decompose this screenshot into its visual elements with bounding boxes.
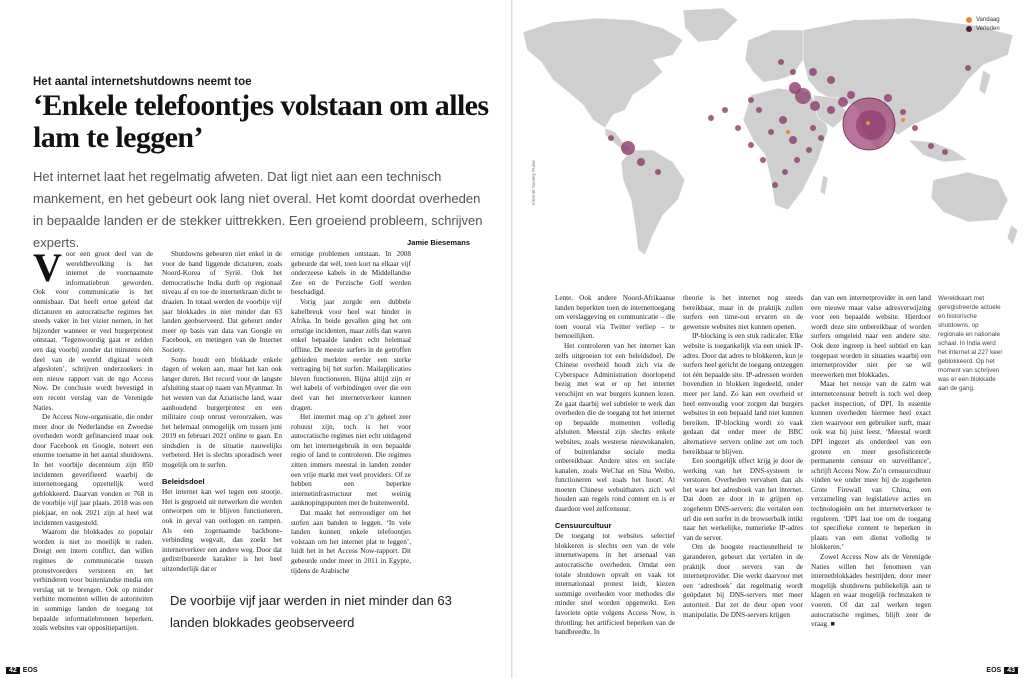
pull-quote: De voorbije vijf jaar werden in niet minder dan 63 landen blokkades geobserveerd: [170, 593, 452, 630]
shutdown-marker: [838, 97, 848, 107]
japan: [979, 70, 991, 95]
section-heading: Censuurcultuur: [555, 520, 612, 530]
world-map: [513, 0, 1024, 265]
shutdown-marker: [942, 149, 948, 155]
legend-item: [966, 26, 1000, 32]
map-legend: [966, 17, 1000, 35]
shutdown-marker: [748, 142, 754, 148]
current-shutdown-marker: [866, 121, 870, 125]
paragraph: Om de hoogste reactiesnelheid te garanderen, gebeurt dat vertalen in de praktijk door servers van de internetprovider. Die werkt daarvoor met een ‘adresboek’ dat regelmatig wordt geüpdatet bij DNS-servers met meer autoriteit. Dat zet de deur open voor manipulatie. De DNS-servers krijgen: [683, 543, 803, 619]
legend-label: Vandaag: [976, 17, 1000, 23]
shutdown-marker: [965, 65, 971, 71]
page-folio: [6, 667, 38, 674]
shutdown-marker: [779, 116, 787, 124]
shutdown-marker: [621, 141, 635, 155]
paragraph: De Access Now-organisatie, die onder meer door de Nederlandse en Zweedse overheden wordt gefinancierd maar ook door Facebook en Google, noteert een enorme toename in het aantal shutdowns. In het voorbije decennium zijn 850 incidenten geverifieerd waarbij de internettoegang opzettelijk werd geblokkeerd. Daarvan vonden er 768 in de voorbije vijf jaar plaats. 2018 was een piekjaar, en ook 2021 zijn al heel wat incidenten vastgesteld.: [33, 413, 153, 527]
shutdown-marker: [760, 157, 766, 163]
current-shutdown-marker: [786, 130, 790, 134]
shutdown-marker: [795, 88, 811, 104]
shutdown-marker: [900, 109, 906, 115]
magazine-name: EOS: [22, 667, 38, 674]
kicker: Het aantal internetshutdowns neemt toe: [33, 76, 252, 88]
headline: ‘Enkele telefoontjes volstaan om alles lam te leggen’: [33, 89, 489, 154]
legend-item: [966, 17, 1000, 23]
shutdown-marker: [782, 169, 788, 175]
shutdown-marker: [794, 157, 800, 163]
australia: [931, 172, 1008, 222]
page-folio: [986, 667, 1018, 674]
paragraph: Het controleren van het internet kan zelfs uitgroeien tot een beleidsdoel. De Chinese overheid houdt zich via de Cyberspace Administration doorlopend bezig met wat er op het internet verschijnt en wat burgers kunnen lezen. Ze gaat daarbij wel subtieler te werk dan overheden die de toegang tot het internet op bepaalde momenten volledig afsluiten. Meestal zijn slechts enkele websites, zoals westerse nieuwskanalen, of buitenlandse sociale media onbereikbaar. Andere sites en sociale kanalen, zoals WeChat en Sina Weibo, functioneren wel zoals het hoort. Al moeten Chinese webuitbaters zich wel houden aan regels rond content en is er daardoor veel zelfcensuur.: [555, 341, 675, 514]
paragraph: Het internet mag op z’n geheel zeer robuust zijn, toch is het voor autocratische regimes niet echt uitdagend om het internetgebruik in een bepaalde regio of land te controleren. Die regimes zitten immers meestal in landen zonder een vrije markt met veel providers. Of ze hebben een beperkte internetinfrastructuur met weinig aanknopingspunten met de buitenwereld.: [291, 413, 411, 508]
southeast-asia-islands: [908, 140, 968, 162]
north-america: [523, 18, 683, 128]
shutdown-marker: [637, 158, 645, 166]
shutdown-marker: [818, 135, 824, 141]
shutdown-marker: [912, 125, 918, 131]
shutdown-marker: [778, 59, 784, 65]
paragraph: Het internet kan wel tegen een stootje. Het is gegroeid uit netwerken die werden ontworpen om te blijven functioneren, ook in geval van oorlogen en rampen. Als een zogenaamde backbone-verbinding wegvalt, dan zoekt het internetverkeer een andere weg. Door dat gedistribueerde karakter is het heel uitzonderlijk dat er: [162, 488, 282, 573]
paragraph: Lente. Ook andere Noord-Afrikaanse landen beperkten toen de internettoegang om verslaggeving en communicatie – die toen vooral via Twitter verliep – te bemoeilijken.: [555, 294, 675, 341]
article-column-2: [162, 250, 282, 580]
image-credit: Internet Society Pulse: [531, 160, 536, 205]
paragraph: Dat maakt het eenvoudiger om het surfen aan banden te leggen. ‘In vele landen kunnen enkele telefoontjes volstaan om het internet plat te leggen’, luidt het in het Access Now-rapport. Dit gebeurde onder meer in 2011 in Egypte, tijdens de Arabische: [291, 509, 411, 575]
paragraph: Waarom die blokkades zo populair worden is niet zo moeilijk te raden. Dreigt een intern conflict, dan willen regimes de communicatie tussen protestvoerders verstoren en het verhinderen voor buitenlandse media om verslag uit te brengen. Ook op minder verhitte momenten willen de autoriteiten in sommige landen de toegang tot bepaalde informatiebronnen beperken, zoals websites van oppositiepartijen.: [33, 528, 153, 633]
page-number: 42: [6, 667, 20, 674]
left-page: [0, 0, 511, 678]
paragraph: Vorig jaar zorgde een dubbele kabelbreuk voor heel wat hinder in Afrika. In beide gevallen ging het om ernstige incidenten, maar zelfs dan waren enkel bepaalde landen echt helemaal offline. De meeste surfers in de getroffen gebieden merkten eerder een sterke vertraging bij het surfen. Mailapplicaties bleven functioneren. Bijna altijd zijn er wel kabels of verbindingen over die een deel van het internetverkeer kunnen dragen.: [291, 297, 411, 412]
shutdown-marker: [809, 68, 817, 76]
shutdown-marker: [827, 106, 835, 114]
paragraph: oor een groot deel van de wereldbevolking is het internet de voornaamste informatiebron geworden. Ook voor communicatie is het onmisbaar. Dat heeft ertoe geleid dat dictaturen en autocratische regimes het steeds vaker in het vizier nemen, in het bijzonder wanneer er veel burgerprotest ontstaat. ‘Tegenwoordig gaat er zelden een dag voorbij zonder dat minstens één deel van de wereld digitaal wordt afgesloten’, schrijven onderzoekers in een nieuw rapport van de ngo Access Now. De conclusie wordt bevestigd in een recent verslag van de Verenigde Naties.: [33, 250, 153, 412]
section-heading: Beleidsdoel: [162, 476, 205, 486]
paragraph: Maar het neusje van de zalm wat internetcensuur betreft is toch wel deep packet inspection, of DPI. In essentie kunnen overheden hiermee heel exact zien waarvoor een gebruiker surft, maar ook wat hij juist leest. ‘Meestal wordt DPI ingezet als onderdeel van een grotere en meer gesofisticeerde permanente censuur en surveillance’, schrijft Access Now. Zo’n censuurcultuur vinden we onder meer bij de zogeheten Grote Firewall van China, een verzameling van legislatieve acties en technologieën om het internetverkeer te reguleren. ‘DPI laat toe om de toegang tot specifieke content te beperken in plaats van een dienst volledig te blokkeren.’: [811, 380, 931, 552]
lead-paragraph: Het internet laat het regelmatig afweten. Dat ligt niet aan een technisch mankement, en het gebeurt ook lang niet overal. Het komt doordat overheden in bepaalde landen er de stekker uittrekken. Een groeiend probleem, schrijven experts.: [33, 169, 483, 250]
paragraph: dan van een internetprovider in een land een nieuwe maar valse adresverwijzing voor een bepaalde website. Hierdoor wordt deze site onbereikbaar of worden surfers omgeleid naar een andere site. Ook deze ingreep is heel subtiel en kan toegepast worden in situaties waarbij een internetprovider niet per se wil meewerken met blokkades.: [811, 294, 931, 379]
article-column-4: [555, 294, 675, 668]
shutdown-marker: [810, 101, 820, 111]
right-page: [513, 0, 1024, 678]
shutdown-marker: [768, 129, 774, 135]
article-column-5: [683, 294, 803, 668]
shutdown-marker: [806, 147, 812, 153]
drop-cap: V: [33, 250, 62, 290]
new-zealand: [1007, 225, 1018, 245]
shutdown-marker: [722, 107, 728, 113]
shutdown-marker: [756, 107, 762, 113]
shutdown-marker: [708, 115, 714, 121]
paragraph: De toegang tot websites selectief blokkeren is slechts een van de vele internetwapens in het arsenaal van autocratische overheden. Omdat een totale shutdown opvalt en vaak tot internationaal protest leidt, kiezen sommige overheden voor methodes die minder snel worden opgemerkt. Een favoriete optie volgens Access Now, is throttling: het artificieel beperken van de bandbreedte. In: [555, 532, 675, 637]
legend-past-swatch: [966, 26, 972, 32]
india-shutdown-marker-inner: [856, 110, 886, 140]
shutdown-marker: [810, 125, 816, 131]
south-america: [621, 150, 685, 255]
world-map-graphic: [513, 0, 1024, 265]
shutdown-marker: [928, 143, 934, 149]
legend-label: Verleden: [976, 26, 1000, 32]
paragraph: Een soortgelijk effect krijg je door de werking van het DNS-systeem te verstoren. Overheden vervalsen dan als het ware het adresboek van het internet. Dat doen ze door in te grijpen op zogeheten DNS-servers: die vertalen een url die een surfer in de browserbalk intikt naar het werkelijke, numerieke IP-adres van de server.: [683, 457, 803, 542]
current-shutdown-marker: [901, 118, 905, 122]
shutdown-marker: [847, 91, 855, 99]
paragraph: IP-blocking is een stuk radicaler. Elke website is toegankelijk via een uniek IP-adres. Door dat adres te blokkeren, kun je surfers heel gericht de toegang ontzeggen tot één bepaalde site. IP-adressen worden bovendien in blokken ingedeeld, onder meer per land. Zo kan een overheid er heel eenvoudig voor zorgen dat burgers websites in een bepaald land niet kunnen bereiken. IP-blocking wordt zo vaak gedaan dat onder meer de BBC alternatieve servers online zet om toch bereikbaar te blijven.: [683, 332, 803, 456]
article-column-6: [811, 294, 931, 668]
article-column-1: [33, 250, 153, 668]
shutdown-marker: [884, 94, 892, 102]
paragraph: Shutdowns gebeuren niet enkel in de voor de hand liggende dictaturen, zoals Noord-Korea of Syrië. Ook het democratische India durft op regionaal niveau af en toe de internetkraan dicht te draaien. In totaal werden de voorbije vijf jaar blokkades in niet minder dan 63 landen geobserveerd. Dat gebeurt onder meer op basis van data van Google en Facebook, en metingen van de Internet Society.: [162, 250, 282, 354]
shutdown-marker: [608, 135, 614, 141]
paragraph: Zowel Access Now als de Verenigde Naties willen het fenomeen van internetblokkades bestrijden, door meer mogelijk shutdowns publiekelijk aan te klagen en waar mogelijk rechtszaken te voeren. Of dat zal werken tegen autocratische regimes, blijft zeer de vraag. ■: [811, 553, 931, 629]
shutdown-marker: [790, 69, 796, 75]
shutdown-marker: [655, 169, 661, 175]
shutdown-marker: [789, 136, 797, 144]
magazine-name: EOS: [986, 667, 1002, 674]
shutdown-marker: [735, 125, 741, 131]
shutdown-marker: [748, 97, 754, 103]
greenland: [683, 8, 738, 42]
paragraph: Soms houdt een blokkade enkele dagen of weken aan, maar het kan ook langer duren. Het record voor de langste afsluiting staat op naam van Myanmar. In het westen van dat Aziatische land, waar aanhoudend burgerprotest en een militaire coup onrust veroorzaken, was het helemaal onmogelijk om tussen juni 2019 en februari 2021 online te gaan. En sindsdien is de situatie nauwelijks verbeterd. Het is slechts sporadisch weer mogelijk om te surfen.: [162, 355, 282, 470]
madagascar: [820, 175, 828, 195]
map-caption: Wereldkaart met geregistreerde actuele en historische shutdowns, op regionale en nationale schaal. In India werd het internet al 227 keer geblokkeerd. Op het moment van schrijven was er een blokkade aan de gang.: [938, 295, 1003, 392]
byline: Jamie Biesemans: [407, 238, 470, 247]
page-number: 43: [1004, 667, 1018, 674]
paragraph: ernstige problemen ontstaan. In 2008 gebeurde dat wél, toen kort na elkaar vijf onderzeese kabels in de Middellandse Zee en de Perzische Golf werden beschadigd.: [291, 250, 411, 297]
legend-today-swatch: [966, 17, 972, 23]
shutdown-marker: [827, 76, 835, 84]
shutdown-marker: [772, 182, 778, 188]
paragraph: theorie is het internet nog steeds bereikbaar, maar in de praktijk zullen surfers een time-out ervaren en de gewenste websites niet kunnen openen.: [683, 294, 803, 331]
article-column-3: [291, 250, 411, 580]
